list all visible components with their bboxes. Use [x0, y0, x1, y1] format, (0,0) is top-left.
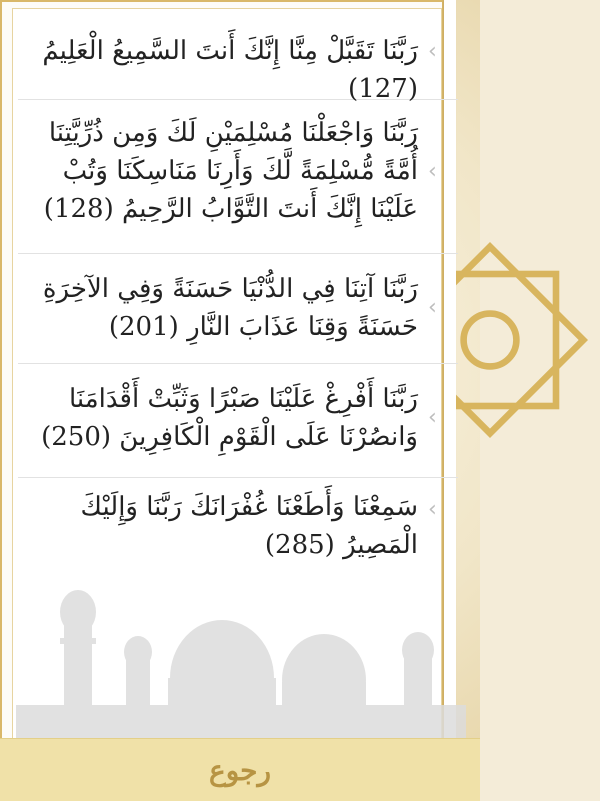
mosque-silhouette [0, 560, 480, 740]
dua-text: رَبَّنَا تَقَبَّلْ مِنَّا إِنَّكَ أَنتَ السَّمِيعُ الْعَلِيمُ (127) [42, 36, 418, 104]
dua-list [18, 8, 458, 560]
chevron-right-icon: ‹ [428, 497, 437, 522]
dua-text: رَبَّنَا أَفْرِغْ عَلَيْنَا صَبْرًا وَثَبِّتْ أَقْدَامَنَا وَانصُرْنَا عَلَى الْقَوْمِ الْكَافِرِينَ (250) [41, 384, 418, 452]
list-item[interactable] [18, 364, 458, 478]
back-button[interactable]: رجوع [208, 754, 271, 787]
list-item[interactable] [18, 254, 458, 364]
dua-text: سَمِعْنَا وَأَطَعْنَا غُفْرَانَكَ رَبَّنَا وَإِلَيْكَ الْمَصِيرُ (285) [80, 492, 418, 560]
dua-text: رَبَّنَا وَاجْعَلْنَا مُسْلِمَيْنِ لَكَ وَمِن ذُرِّيَّتِنَا أُمَّةً مُّسْلِمَةً لَّكَ وَأَرِنَا مَنَاسِكَنَا وَتُبْ عَلَيْنَا إِنَّكَ أَنتَ التَّوَّابُ الرَّحِيمُ (128) [43, 118, 418, 224]
bottom-bar [0, 738, 480, 801]
dua-text: رَبَّنَا آتِنَا فِي الدُّنْيَا حَسَنَةً وَفِي الآخِرَةِ حَسَنَةً وَقِنَا عَذَابَ النَّارِ (201) [42, 274, 418, 342]
chevron-right-icon: ‹ [428, 39, 437, 64]
chevron-right-icon: ‹ [428, 159, 437, 184]
chevron-right-icon: ‹ [428, 295, 437, 320]
list-item[interactable] [18, 100, 458, 254]
list-item[interactable] [18, 8, 458, 104]
chevron-right-icon: ‹ [428, 405, 437, 430]
